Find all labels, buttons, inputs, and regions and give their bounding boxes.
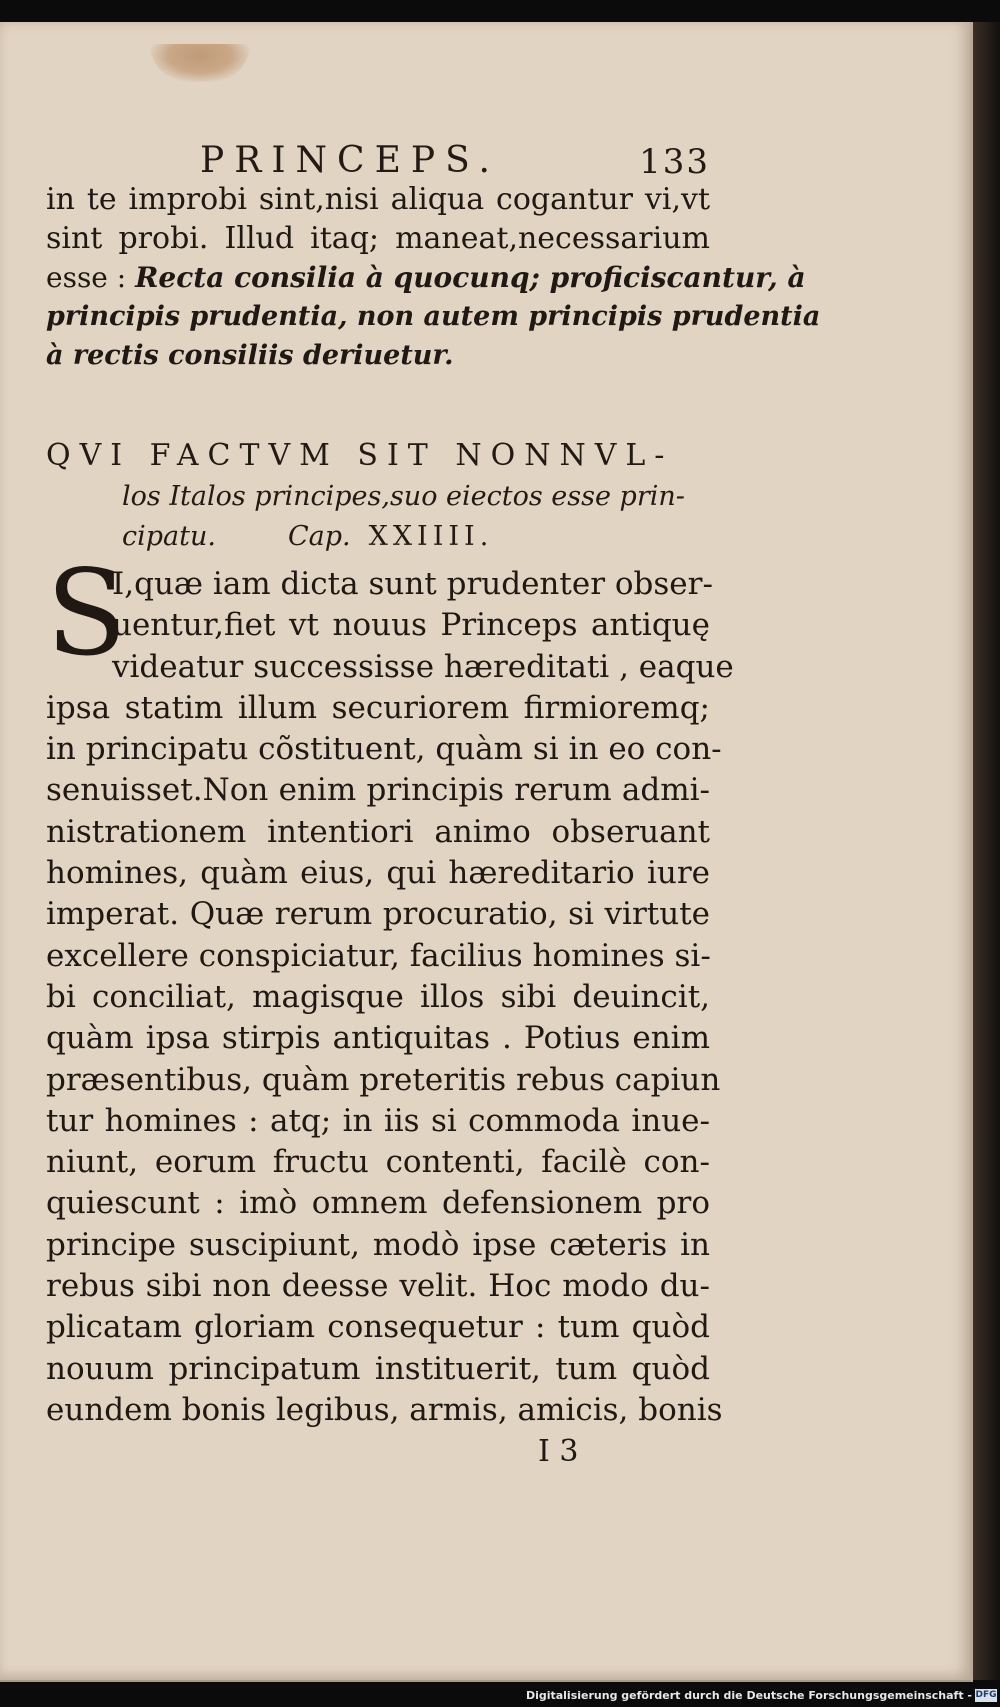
- text-line: ipsa statim illum securiorem firmioremq;: [46, 689, 710, 726]
- text-line: eundem bonis legibus, armis, amicis, bonis: [46, 1391, 723, 1428]
- chapter-number: XXIIII.: [368, 521, 494, 552]
- text-line: imperat. Quæ rerum procuratio, si virtute: [46, 896, 710, 933]
- signature-mark: I 3: [538, 1434, 579, 1469]
- text-line: tur homines : atq; in iis si commoda inue-: [46, 1102, 710, 1139]
- chapter-title-line: [46, 517, 710, 557]
- text-line: principis prudentia, non autem principis prudentia: [46, 301, 821, 332]
- text-line: nistrationem intentiori animo obseruant: [46, 813, 710, 850]
- text-line: niunt, eorum fructu contenti, facilè con-: [46, 1144, 710, 1181]
- chapter-label: Cap.: [287, 521, 351, 552]
- text-line: homines, quàm eius, qui hæreditario iure: [46, 855, 710, 892]
- text-line: quàm ipsa stirpis antiquitas . Potius enim: [46, 1020, 710, 1057]
- chapter-heading: [46, 435, 710, 557]
- text-line: bi conciliat, magisque illos sibi deuincit,: [46, 978, 710, 1015]
- page-edge-shadow: [973, 22, 1000, 1680]
- digitization-footer: [0, 1686, 1000, 1707]
- running-head: PRINCEPS.: [200, 140, 500, 181]
- drop-cap: S: [46, 544, 127, 682]
- text-line: plicatam gloriam consequetur : tum quòd: [46, 1309, 710, 1346]
- text-line: præsentibus, quàm preteritis rebus capiun: [46, 1061, 721, 1098]
- text-line: rebus sibi non deesse velit. Hoc modo du-: [46, 1268, 710, 1305]
- dfg-logo: DFG: [975, 1690, 997, 1700]
- chapter-title-line: los Italos principes,suo eiectos esse prin-: [122, 481, 685, 512]
- page-number: 133: [639, 142, 710, 182]
- text-line: nouum principatum instituerit, tum quòd: [46, 1350, 710, 1387]
- text-line: sint probi. Illud itaq; maneat,necessarium: [46, 221, 710, 256]
- text-line: senuisset.Non enim principis rerum admi-: [46, 772, 710, 809]
- opening-paragraph: [46, 180, 821, 375]
- text-line: videatur successisse hæreditati , eaque: [112, 648, 734, 685]
- paper-stain: [150, 44, 250, 82]
- body-text: [46, 544, 734, 1431]
- text-line: excellere conspiciatur, facilius homines si-: [46, 937, 711, 974]
- text-line: à rectis consiliis deriuetur.: [46, 340, 454, 371]
- text-italic: Recta consilia à quocunq; proficiscantur, à: [135, 261, 806, 294]
- funding-credit: Digitalisierung gefördert durch die Deutsche Forschungsgemeinschaft -: [525, 1689, 972, 1702]
- text-line: principe suscipiunt, modò ipse cæteris in: [46, 1226, 710, 1263]
- text-line: I,quæ iam dicta sunt prudenter obser-: [112, 566, 713, 602]
- text-line: [46, 258, 806, 297]
- chapter-title-line: QVI FACTVM SIT NONNVL-: [46, 438, 674, 473]
- text-line: in te improbi sint,nisi aliqua cogantur vi,vt: [46, 182, 710, 217]
- text-line: uentur,fiet vt nouus Princeps antiquę: [112, 607, 710, 644]
- book-page: [0, 22, 973, 1682]
- text-roman: esse :: [46, 261, 136, 294]
- chapter-title-end: cipatu.: [122, 521, 216, 552]
- text-line: quiescunt : imò omnem defensionem pro: [46, 1185, 710, 1222]
- text-line: in principatu cõstituent, quàm si in eo con-: [46, 731, 722, 768]
